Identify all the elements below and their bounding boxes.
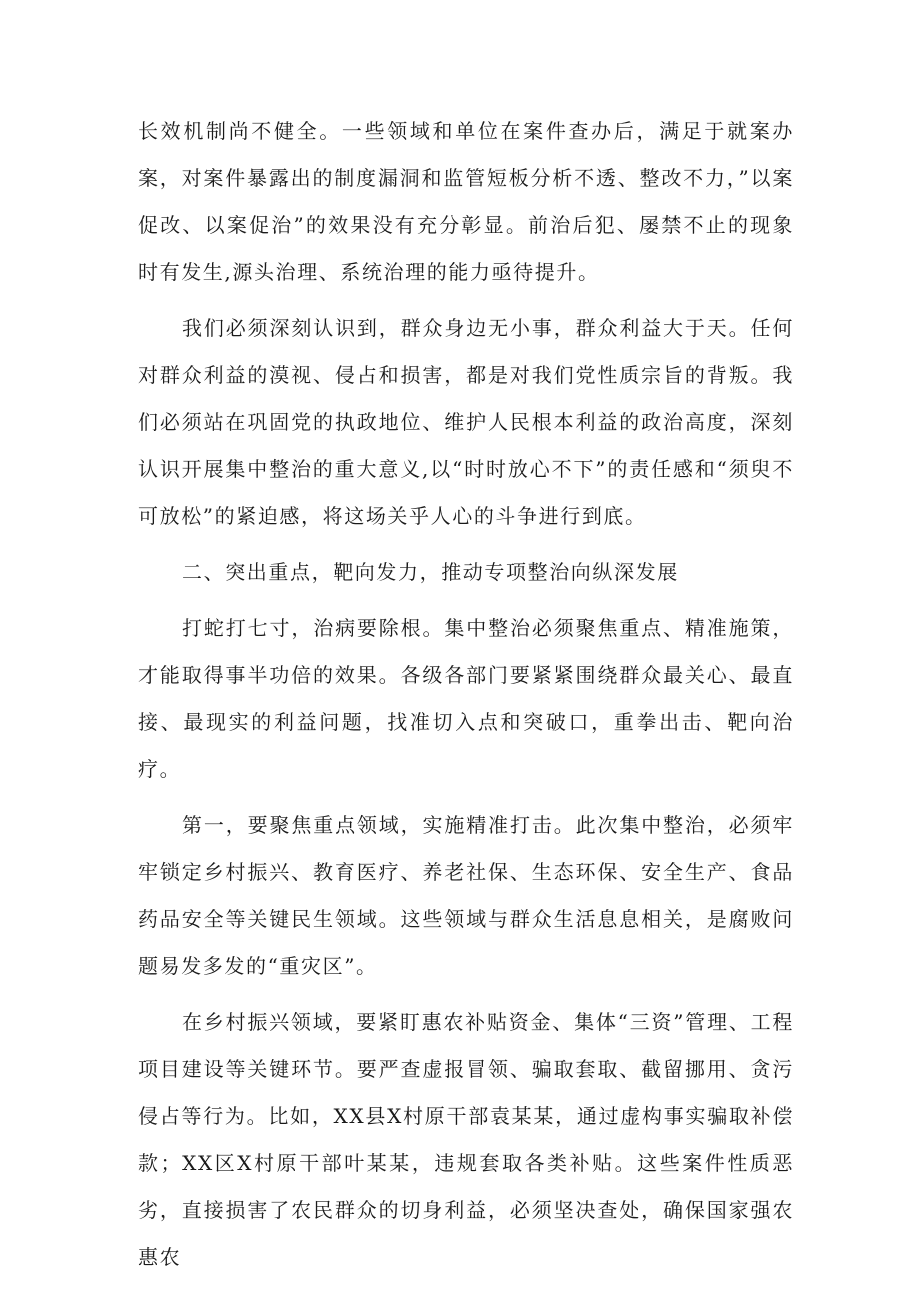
paragraph-rural-revitalization: 在乡村振兴领域，要紧盯惠农补贴资金、集体“三资”管理、工程项目建设等关键环节。要严查虚报冒领、骗取套取、截留挪用、贪污侵占等行为。比如，XX县X村原干部袁某某，通过虚构事实骗取补偿款；XX区X村原干部叶某某，违规套取各类补贴。这些案件性质恶劣，直接损害了农民群众的切身利益，必须坚决查处，确保国家强农惠农 <box>138 1010 794 1269</box>
paragraph-spacer <box>138 296 794 305</box>
paragraph-spacer <box>138 540 794 549</box>
paragraph-spacer <box>138 793 794 802</box>
paragraph-targeted-rectification: 打蛇打七寸，治病要除根。集中整治必须聚焦重点、精准施策，才能取得事半功倍的效果。各级各部门要紧紧围绕群众最关心、最直接、最现实的利益问题，找准切入点和突破口，重拳出击、靶向治疗。 <box>138 616 794 781</box>
paragraph-spacer <box>138 596 794 605</box>
paragraph-first-key-areas: 第一，要聚焦重点领域，实施精准打击。此次集中整治，必须牢牢锁定乡村振兴、教育医疗、养老社保、生态环保、安全生产、食品药品安全等关键民生领域。这些领域与群众生活息息相关，是腐败问题易发多发的“重灾区”。 <box>138 813 794 978</box>
document-body <box>138 108 794 1281</box>
section-heading-two: 二、突出重点，靶向发力，推动专项整治向纵深发展 <box>182 560 679 584</box>
paragraph-spacer <box>138 990 794 999</box>
paragraph-mechanism-gap: 长效机制尚不健全。一些领域和单位在案件查办后，满足于就案办案，对案件暴露出的制度漏洞和监管短板分析不透、整改不力，”以案促改、以案促治”的效果没有充分彰显。前治后犯、屡禁不止的现象时有发生,源头治理、系统治理的能力亟待提升。 <box>138 119 794 284</box>
paragraph-masses-interest: 我们必须深刻认识到，群众身边无小事，群众利益大于天。任何对群众利益的漠视、侵占和损害，都是对我们党性质宗旨的背叛。我们必须站在巩固党的执政地位、维护人民根本利益的政治高度，深刻认识开展集中整治的重大意义,以“时时放心不下”的责任感和“须臾不可放松”的紧迫感，将这场关乎人心的斗争进行到底。 <box>138 316 794 528</box>
